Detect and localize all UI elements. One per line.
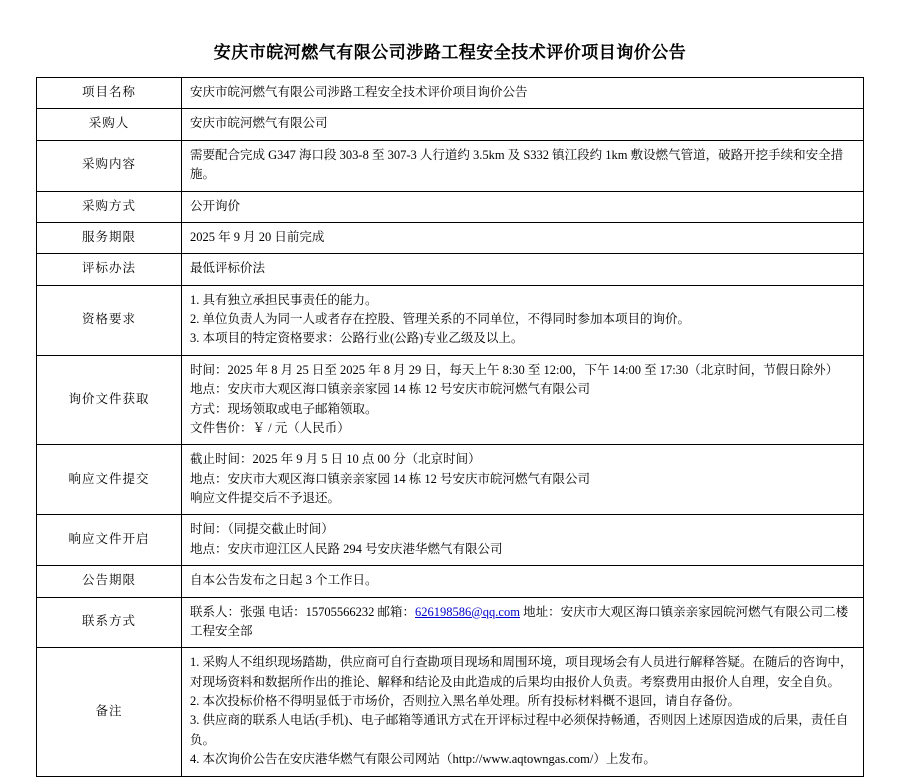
row-value-purchase-content	[182, 140, 864, 191]
row-label-response-submission: 响应文件提交	[37, 445, 182, 515]
text-line: 安庆市皖河燃气有限公司	[190, 116, 328, 131]
contact-email-link[interactable]: 626198586@qq.com	[415, 604, 520, 619]
page-title: 安庆市皖河燃气有限公司涉路工程安全技术评价项目询价公告	[213, 43, 687, 62]
contact-suffix: 地址：安庆市大观区海口镇亲亲家园皖河燃气有限公司二楼工程安全部	[190, 604, 849, 638]
text-line: 时间：（同提交截止时间）	[190, 522, 334, 537]
notice-table	[36, 77, 864, 777]
row-label-evaluation-method: 评标办法	[37, 254, 182, 285]
row-value-purchaser	[182, 109, 864, 140]
row-label-document-acquisition: 询价文件获取	[37, 355, 182, 445]
text-line: 地点：安庆市迎江区人民路 294 号安庆港华燃气有限公司	[190, 541, 503, 556]
text-line: 1. 采购人不组织现场踏勘，供应商可自行查勘项目现场和周围环境，项目现场会有人员进行解释答疑。在随后的咨询中，对现场资料和数据所作出的推论、解释和结论及由此造成的后果均由报价人负责。考察费用由报价人自理，安全自负。	[190, 655, 853, 689]
text-line: 安庆市皖河燃气有限公司涉路工程安全技术评价项目询价公告	[190, 85, 528, 99]
text-line: 3. 本项目的特定资格要求：公路行业(公路)专业乙级及以上。	[190, 331, 524, 346]
text-line: 最低评标价法	[190, 261, 266, 276]
row-label-contact: 联系方式	[37, 597, 182, 648]
text-line: 2. 本次投标价格不得明显低于市场价，否则拉入黑名单处理。所有投标材料概不退回，请自存备份。	[190, 694, 741, 708]
row-value-document-acquisition	[182, 355, 864, 445]
table-row	[37, 515, 864, 566]
row-value-purchase-method	[182, 191, 864, 222]
table-row	[37, 445, 864, 515]
row-label-remarks: 备注	[37, 648, 182, 776]
document-page	[0, 38, 900, 767]
row-label-purchaser: 采购人	[37, 109, 182, 140]
row-label-project-name: 项目名称	[37, 78, 182, 109]
row-value-qualification	[182, 285, 864, 355]
row-value-contact	[182, 597, 864, 648]
contact-prefix: 联系人：张强 电话：15705566232 邮箱：	[190, 604, 416, 619]
text-line: 地点：安庆市大观区海口镇亲亲家园 14 栋 12 号安庆市皖河燃气有限公司	[190, 471, 591, 486]
row-value-response-submission	[182, 445, 864, 515]
row-label-service-period: 服务期限	[37, 222, 182, 253]
row-label-announcement-period: 公告期限	[37, 566, 182, 597]
text-line: 时间：2025 年 8 月 25 日至 2025 年 8 月 29 日，每天上午 8:30 至 12:00，下午 14:00 至 17:30（北京时间，节假日除外）	[190, 362, 839, 377]
table-row	[37, 285, 864, 355]
text-line: 公开询价	[190, 198, 241, 213]
table-row	[37, 648, 864, 776]
table-row	[37, 254, 864, 285]
text-line: 方式：现场领取或电子邮箱领取。	[190, 401, 378, 416]
text-line: 1. 具有独立承担民事责任的能力。	[190, 292, 378, 307]
row-label-qualification: 资格要求	[37, 285, 182, 355]
text-line: 需要配合完成 G347 海口段 303-8 至 307-3 人行道约 3.5km 及 S332 镇江段约 1km 敷设燃气管道，破路开挖手续和安全措施。	[190, 147, 844, 182]
table-row	[37, 597, 864, 648]
text-line: 4. 本次询价公告在安庆港华燃气有限公司网站（http://www.aqtowngas.com/）上发布。	[190, 752, 656, 767]
table-row	[37, 191, 864, 222]
table-row	[37, 566, 864, 597]
text-line: 响应文件提交后不予退还。	[190, 491, 341, 505]
table-row	[37, 78, 864, 109]
row-value-announcement-period	[182, 566, 864, 597]
text-line: 截止时间：2025 年 9 月 5 日 10 点 00 分（北京时间）	[190, 452, 481, 467]
text-line: 文件售价：￥ / 元（人民币）	[190, 420, 350, 435]
table-row	[37, 222, 864, 253]
row-value-service-period	[182, 222, 864, 253]
row-value-remarks	[182, 648, 864, 776]
text-line: 自本公告发布之日起 3 个工作日。	[190, 573, 378, 588]
table-row	[37, 140, 864, 191]
row-label-response-opening: 响应文件开启	[37, 515, 182, 566]
text-line: 2. 单位负责人为同一人或者存在控股、管理关系的不同单位，不得同时参加本项目的询价。	[190, 312, 691, 326]
text-line: 地点：安庆市大观区海口镇亲亲家园 14 栋 12 号安庆市皖河燃气有限公司	[190, 382, 591, 397]
row-label-purchase-content: 采购内容	[37, 140, 182, 191]
text-line: 2025 年 9 月 20 日前完成	[190, 229, 325, 244]
table-row	[37, 355, 864, 445]
row-label-purchase-method: 采购方式	[37, 191, 182, 222]
row-value-evaluation-method	[182, 254, 864, 285]
row-value-project-name	[182, 78, 864, 109]
row-value-response-opening	[182, 515, 864, 566]
text-line: 3. 供应商的联系人电话(手机)、电子邮箱等通讯方式在开评标过程中必须保持畅通，否则因上述原因造成的后果，责任自负。	[190, 713, 849, 747]
table-row	[37, 109, 864, 140]
